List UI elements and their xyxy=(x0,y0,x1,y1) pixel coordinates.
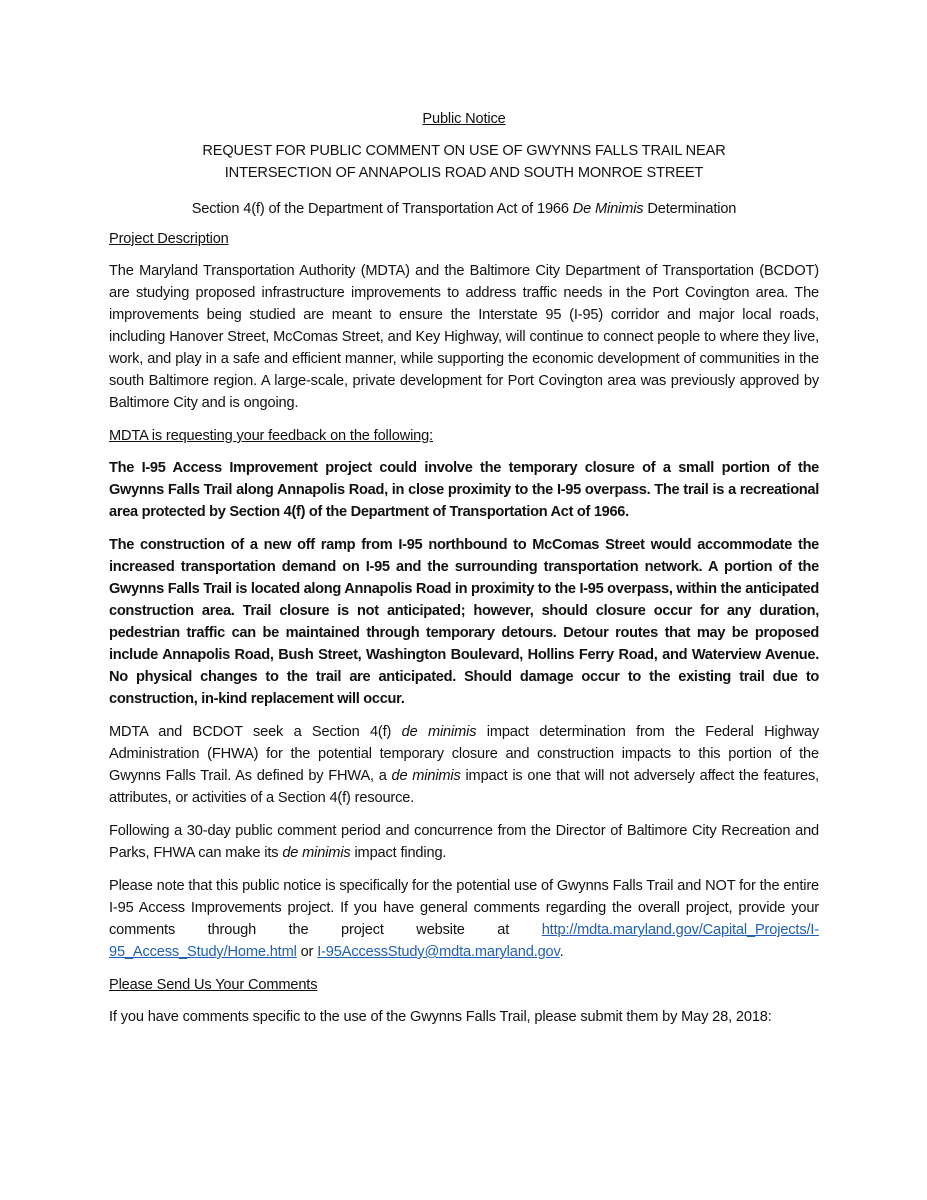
project-website-link[interactable]: http://mdta.maryland.gov/Capital_Projects/I-95_Access_Study/Home.html xyxy=(109,922,819,960)
public-notice-page xyxy=(109,108,819,1039)
feedback-bold-paragraph-2: The construction of a new off ramp from I-95 northbound to McComas Street would accommodate the increased transportation demand on I-95 and the surrounding transportation network. A portion of the Gwynns Falls Trail is located along Annapolis Road in proximity to the I-95 overpass, within the anticipated construction area. Trail closure is not anticipated; however, should closure occur for any duration, pedestrian traffic can be maintained through temporary detours. Detour routes that may be proposed include Annapolis Road, Bush Street, Washington Boulevard, Hollins Ferry Road, and Waterview Avenue. No physical changes to the trail are anticipated. Should damage occur to the existing trail due to construction, in-kind replacement will occur. xyxy=(109,537,819,707)
project-email-link[interactable]: I-95AccessStudy@mdta.maryland.gov xyxy=(317,944,560,960)
notice-subtitle: Section 4(f) of the Department of Transportation Act of 1966 De Minimis Determination xyxy=(191,201,737,217)
comment-period-paragraph: Following a 30-day public comment period and concurrence from the Director of Baltimore City Recreation and Parks, FHWA can make its de minimis impact finding. xyxy=(109,823,819,861)
project-description-heading: Project Description xyxy=(109,231,229,247)
feedback-heading: MDTA is requesting your feedback on the following: xyxy=(109,428,434,444)
headline-line-1: REQUEST FOR PUBLIC COMMENT ON USE OF GWYNNS FALLS TRAIL NEAR xyxy=(202,143,726,159)
notice-title: Public Notice xyxy=(422,111,506,127)
feedback-bold-paragraph-1: The I-95 Access Improvement project could involve the temporary closure of a small portion of the Gwynns Falls Trail along Annapolis Road, in close proximity to the I-95 overpass. The trail is a recreational area protected by Section 4(f) of the Department of Transportation Act of 1966. xyxy=(109,460,819,520)
notice-headline xyxy=(109,140,819,184)
send-comments-body: If you have comments specific to the use of the Gwynns Falls Trail, please submit them by May 28, 2018: xyxy=(109,1009,772,1025)
headline-line-2: INTERSECTION OF ANNAPOLIS ROAD AND SOUTH MONROE STREET xyxy=(224,165,704,181)
scope-note-paragraph: Please note that this public notice is specifically for the potential use of Gwynns Falls Trail and NOT for the entire I-95 Access Improvements project. If you have general comments regarding the overall project, provide your comments through the project website at http://mdta.maryland.gov/Capital_Projects/I-95_Access_Study/Home.html or I-95AccessStudy@mdta.maryland.gov. xyxy=(109,878,819,960)
send-comments-heading: Please Send Us Your Comments xyxy=(109,977,318,993)
de-minimis-paragraph: MDTA and BCDOT seek a Section 4(f) de minimis impact determination from the Federal Highway Administration (FHWA) for the potential temporary closure and construction impacts to this portion of the Gwynns Falls Trail. As defined by FHWA, a de minimis impact is one that will not adversely affect the features, attributes, or activities of a Section 4(f) resource. xyxy=(109,724,819,806)
project-description-body: The Maryland Transportation Authority (MDTA) and the Baltimore City Department of Transportation (BCDOT) are studying proposed infrastructure improvements to address traffic needs in the Port Covington area. The improvements being studied are meant to ensure the Interstate 95 (I-95) corridor and major local roads, including Hanover Street, McComas Street, and Key Highway, will continue to connect people to where they live, work, and play in a safe and efficient manner, while supporting the economic development of communities in the south Baltimore region. A large-scale, private development for Port Covington area was previously approved by Baltimore City and is ongoing. xyxy=(109,263,819,411)
